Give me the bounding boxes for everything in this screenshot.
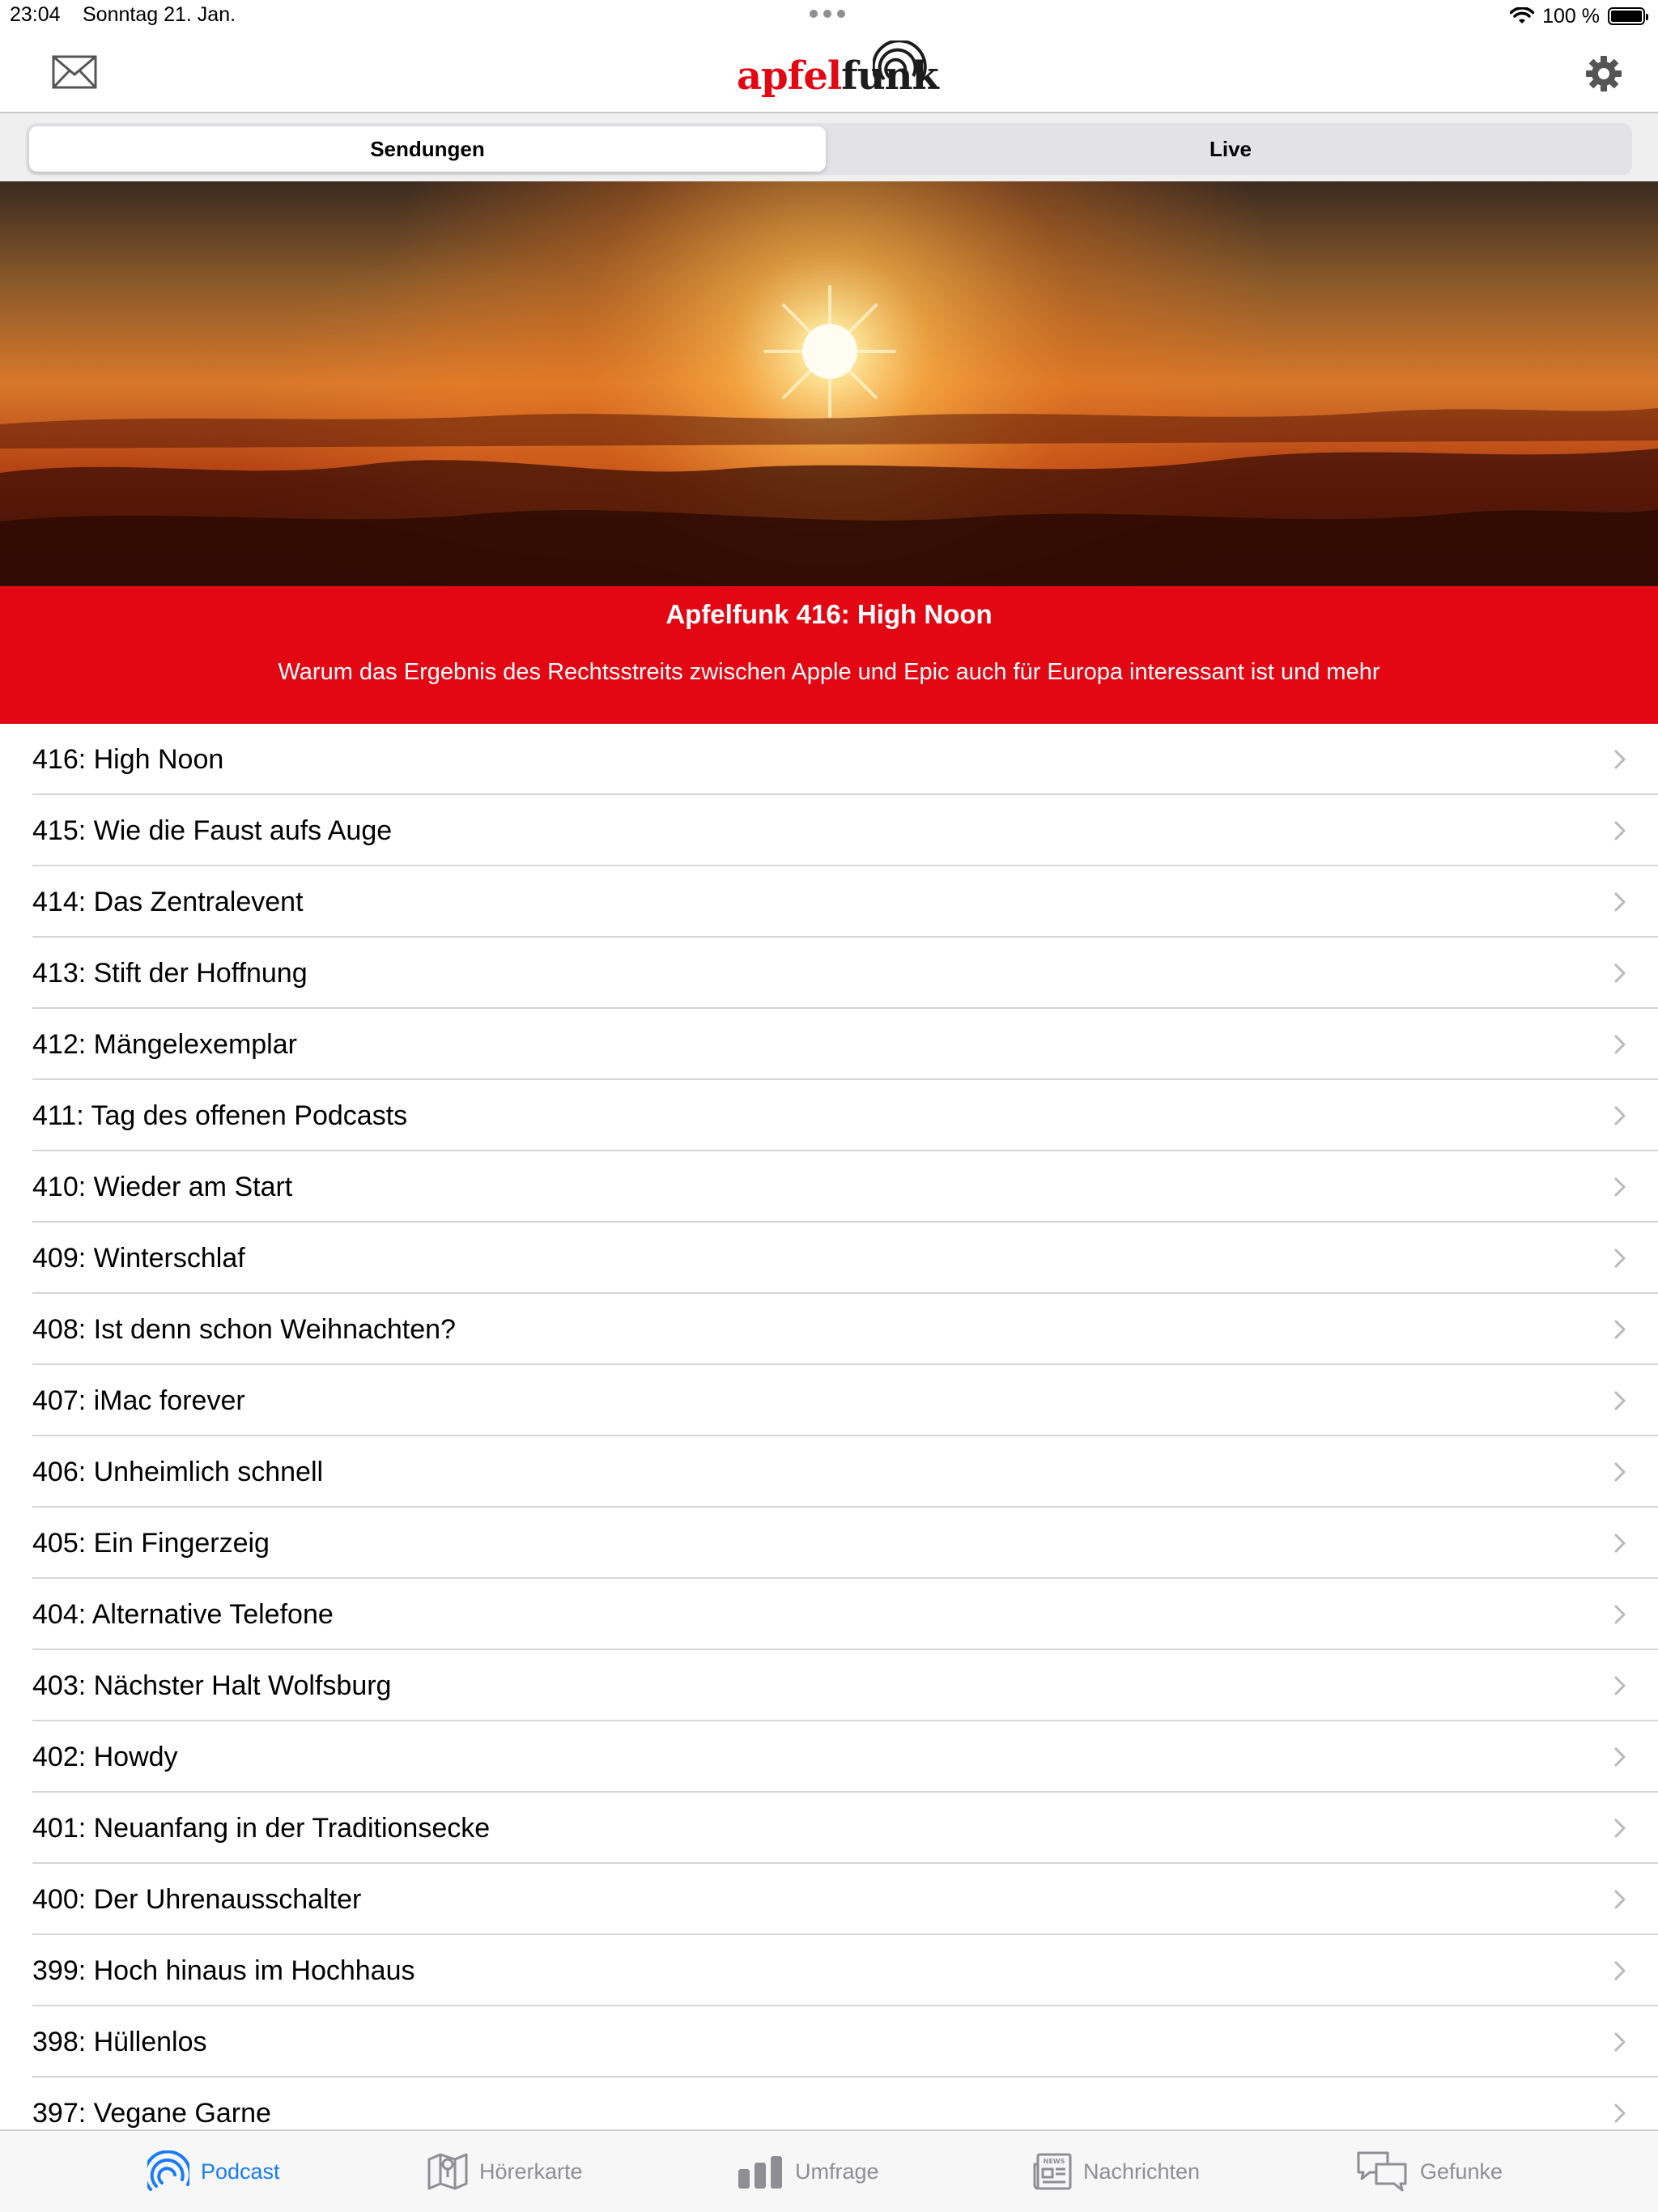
episode-row[interactable] [0, 2078, 1658, 2129]
tab-nachrichten[interactable] [1033, 2131, 1200, 2212]
episode-row[interactable] [0, 1935, 1658, 2006]
episode-row[interactable] [0, 1223, 1658, 1294]
tab-umfrage-label: Umfrage [795, 2159, 879, 2184]
episode-row[interactable] [0, 1365, 1658, 1436]
chevron-right-icon [1614, 1534, 1626, 1553]
segment-bar [0, 113, 1658, 181]
episode-row[interactable] [0, 1864, 1658, 1935]
episode-row[interactable] [0, 1009, 1658, 1080]
news-icon [1033, 2153, 1072, 2190]
tab-bar [0, 2129, 1658, 2212]
episode-row[interactable] [0, 1579, 1658, 1650]
chevron-right-icon [1614, 1819, 1626, 1838]
status-right [1510, 2, 1645, 30]
tab-umfrage[interactable] [737, 2131, 879, 2212]
chevron-right-icon [1614, 1320, 1626, 1339]
status-bar [0, 0, 1658, 32]
featured-episode-subtitle: Warum das Ergebnis des Rechtsstreits zwischen Apple und Epic auch für Europa interessant ist und mehr [278, 659, 1380, 685]
status-date: Sonntag 21. Jan. [83, 3, 236, 26]
tab-hoererkarte-label: Hörerkarte [479, 2159, 583, 2184]
episode-title: 408: Ist denn schon Weihnachten? [32, 1314, 456, 1345]
chevron-right-icon [1614, 1961, 1626, 1980]
episode-row[interactable] [0, 1650, 1658, 1721]
chevron-right-icon [1614, 1106, 1626, 1125]
episode-row[interactable] [0, 866, 1658, 938]
episode-title: 416: High Noon [32, 744, 224, 775]
chevron-right-icon [1614, 1177, 1626, 1197]
tab-hoererkarte[interactable] [427, 2131, 583, 2212]
episode-title: 404: Alternative Telefone [32, 1599, 334, 1630]
segment-sendungen[interactable]: Sendungen [29, 126, 826, 172]
episode-title: 400: Der Uhrenausschalter [32, 1884, 362, 1915]
tab-podcast[interactable] [147, 2131, 280, 2212]
battery-icon [1608, 7, 1645, 25]
episode-row[interactable] [0, 2006, 1658, 2078]
chevron-right-icon [1614, 2032, 1626, 2052]
envelope-icon [52, 55, 97, 89]
status-time: 23:04 [10, 3, 61, 26]
tab-gefunke[interactable] [1355, 2131, 1503, 2212]
episode-title: 397: Vegane Garne [32, 2098, 271, 2129]
episode-row[interactable] [0, 1508, 1658, 1579]
bar-chart-icon [737, 2155, 784, 2189]
apfelfunk-logo: apfelfunk [735, 36, 937, 108]
episode-row[interactable] [0, 1151, 1658, 1223]
wifi-icon [1510, 7, 1534, 25]
episode-row[interactable] [0, 1080, 1658, 1151]
chevron-right-icon [1614, 1035, 1626, 1054]
chevron-right-icon [1614, 1605, 1626, 1624]
chevron-right-icon [1614, 1747, 1626, 1767]
featured-episode-title: Apfelfunk 416: High Noon [665, 599, 993, 629]
svg-text:NEWS: NEWS [1043, 2158, 1065, 2165]
mail-button[interactable] [52, 55, 97, 89]
multitasking-dots-icon[interactable] [810, 10, 848, 18]
settings-button[interactable] [1584, 53, 1624, 94]
chevron-right-icon [1614, 1462, 1626, 1482]
chevron-right-icon [1614, 1890, 1626, 1909]
episode-title: 413: Stift der Hoffnung [32, 958, 308, 989]
episode-title: 405: Ein Fingerzeig [32, 1528, 270, 1559]
episode-title: 409: Winterschlaf [32, 1243, 245, 1274]
chevron-right-icon [1614, 821, 1626, 840]
sunset-image [0, 181, 1658, 586]
episode-list[interactable] [0, 724, 1658, 2129]
chevron-right-icon [1614, 750, 1626, 769]
chevron-right-icon [1614, 2104, 1626, 2123]
segmented-control [26, 123, 1632, 175]
episode-row[interactable] [0, 1436, 1658, 1508]
gear-icon [1584, 53, 1624, 94]
episode-title: 415: Wie die Faust aufs Auge [32, 815, 393, 846]
tab-gefunke-label: Gefunke [1420, 2159, 1503, 2184]
logo-waves-icon [873, 40, 929, 97]
tab-podcast-label: Podcast [201, 2159, 280, 2184]
segment-live[interactable]: Live [1209, 136, 1252, 161]
episode-row[interactable] [0, 938, 1658, 1009]
episode-row[interactable] [0, 1793, 1658, 1864]
episode-row[interactable] [0, 795, 1658, 866]
episode-row[interactable] [0, 724, 1658, 795]
episode-title: 402: Howdy [32, 1742, 178, 1772]
tab-nachrichten-label: Nachrichten [1083, 2159, 1201, 2184]
episode-row[interactable] [0, 1721, 1658, 1793]
battery-percent: 100 % [1542, 4, 1600, 28]
episode-row[interactable] [0, 1294, 1658, 1365]
episode-title: 399: Hoch hinaus im Hochhaus [32, 1955, 415, 1986]
featured-episode-banner[interactable] [0, 586, 1658, 724]
featured-episode-image[interactable] [0, 181, 1658, 586]
episode-title: 403: Nächster Halt Wolfsburg [32, 1670, 392, 1701]
navigation-bar [0, 32, 1658, 113]
chevron-right-icon [1614, 1676, 1626, 1695]
episode-title: 410: Wieder am Start [32, 1172, 293, 1202]
map-icon [427, 2153, 468, 2190]
podcast-icon [147, 2150, 189, 2193]
episode-title: 407: iMac forever [32, 1385, 245, 1416]
episode-title: 398: Hüllenlos [32, 2027, 207, 2057]
chevron-right-icon [1614, 1391, 1626, 1410]
chevron-right-icon [1614, 892, 1626, 912]
episode-title: 411: Tag des offenen Podcasts [32, 1100, 408, 1131]
episode-title: 406: Unheimlich schnell [32, 1457, 324, 1487]
chevron-right-icon [1614, 963, 1626, 983]
chevron-right-icon [1614, 1249, 1626, 1268]
chat-bubbles-icon [1355, 2150, 1409, 2193]
episode-title: 412: Mängelexemplar [32, 1029, 297, 1060]
episode-title: 414: Das Zentralevent [32, 887, 304, 917]
episode-title: 401: Neuanfang in der Traditionsecke [32, 1813, 491, 1844]
